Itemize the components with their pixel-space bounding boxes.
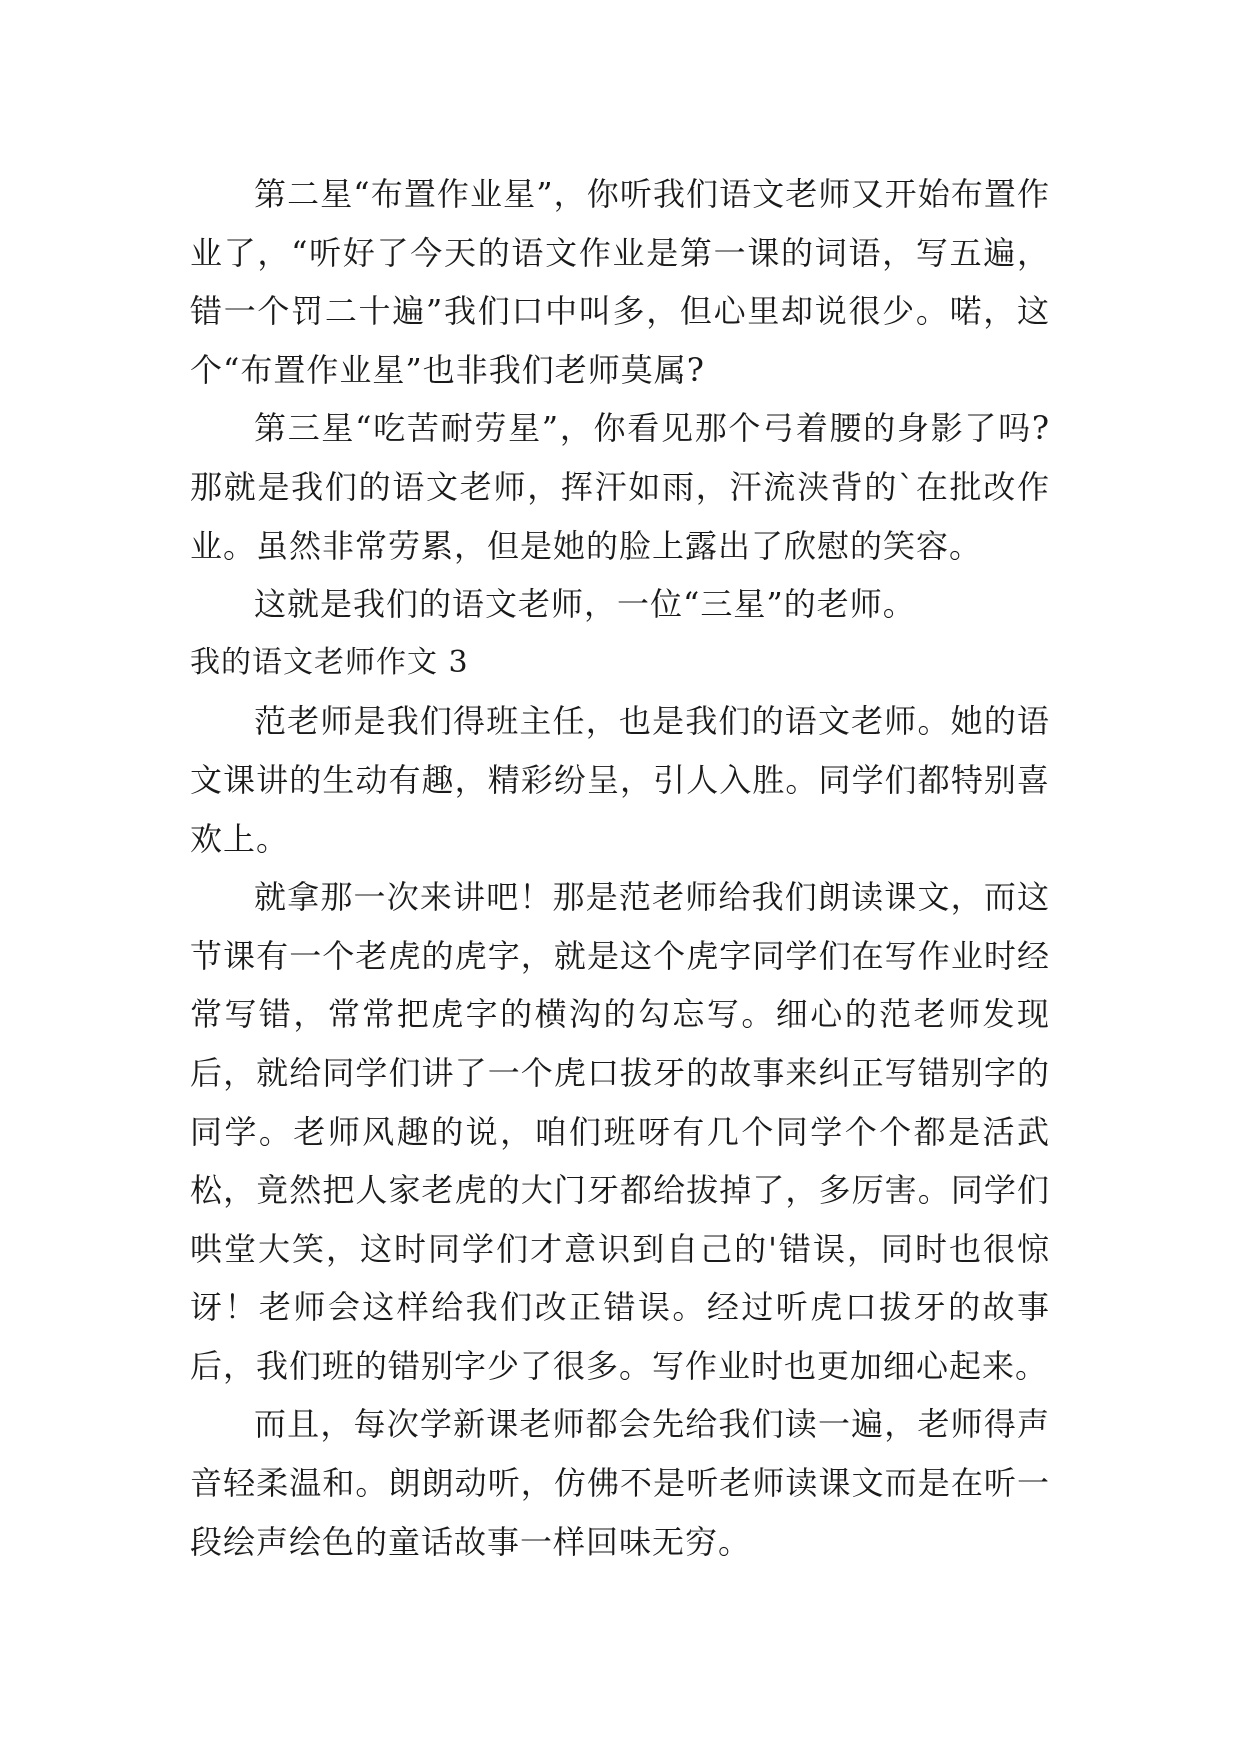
paragraph-three-star-summary: 这就是我们的语文老师，一位“三星”的老师。	[254, 585, 916, 624]
paragraph-reading-voice: 而且，每次学新课老师都会先给我们读一遍，老师得声音轻柔温和。朗朗动听，仿佛不是听老师读课文而是在听一段绘声绘色的童话故事一样回味无穷。	[190, 1405, 1050, 1561]
paragraph-second-star: 第二星“布置作业星”，你听我们语文老师又开始布置作业了，“听好了今天的语文作业是第一课的词语，写五遍，错一个罚二十遍”我们口中叫多，但心里却说很少。喏，这个“布置作业星”也非我们老师莫属?	[190, 175, 1050, 389]
section-title: 我的语文老师作文 3	[190, 644, 469, 680]
paragraph-teacher-fan-intro: 范老师是我们得班主任，也是我们的语文老师。她的语文课讲的生动有趣，精彩纷呈，引人入胜。同学们都特别喜欢上。	[190, 702, 1050, 858]
paragraph-tiger-story: 就拿那一次来讲吧！那是范老师给我们朗读课文，而这节课有一个老虎的虎字，就是这个虎字同学们在写作业时经常写错，常常把虎字的横沟的勾忘写。细心的范老师发现后，就给同学们讲了一个虎口拔牙的故事来纠正写错别字的同学。老师风趣的说，咱们班呀有几个同学个个都是活武松，竟然把人家老虎的大门牙都给拔掉了，多厉害。同学们哄堂大笑，这时同学们才意识到自己的'错误，同时也很惊讶！老师会这样给我们改正错误。经过听虎口拔牙的故事后，我们班的错别字少了很多。写作业时也更加细心起来。	[190, 878, 1050, 1385]
document-page	[190, 165, 1050, 1571]
paragraph-third-star: 第三星“吃苦耐劳星”，你看见那个弓着腰的身影了吗?那就是我们的语文老师，挥汗如雨，汗流浃背的`在批改作业。虽然非常劳累，但是她的脸上露出了欣慰的笑容。	[190, 409, 1050, 565]
